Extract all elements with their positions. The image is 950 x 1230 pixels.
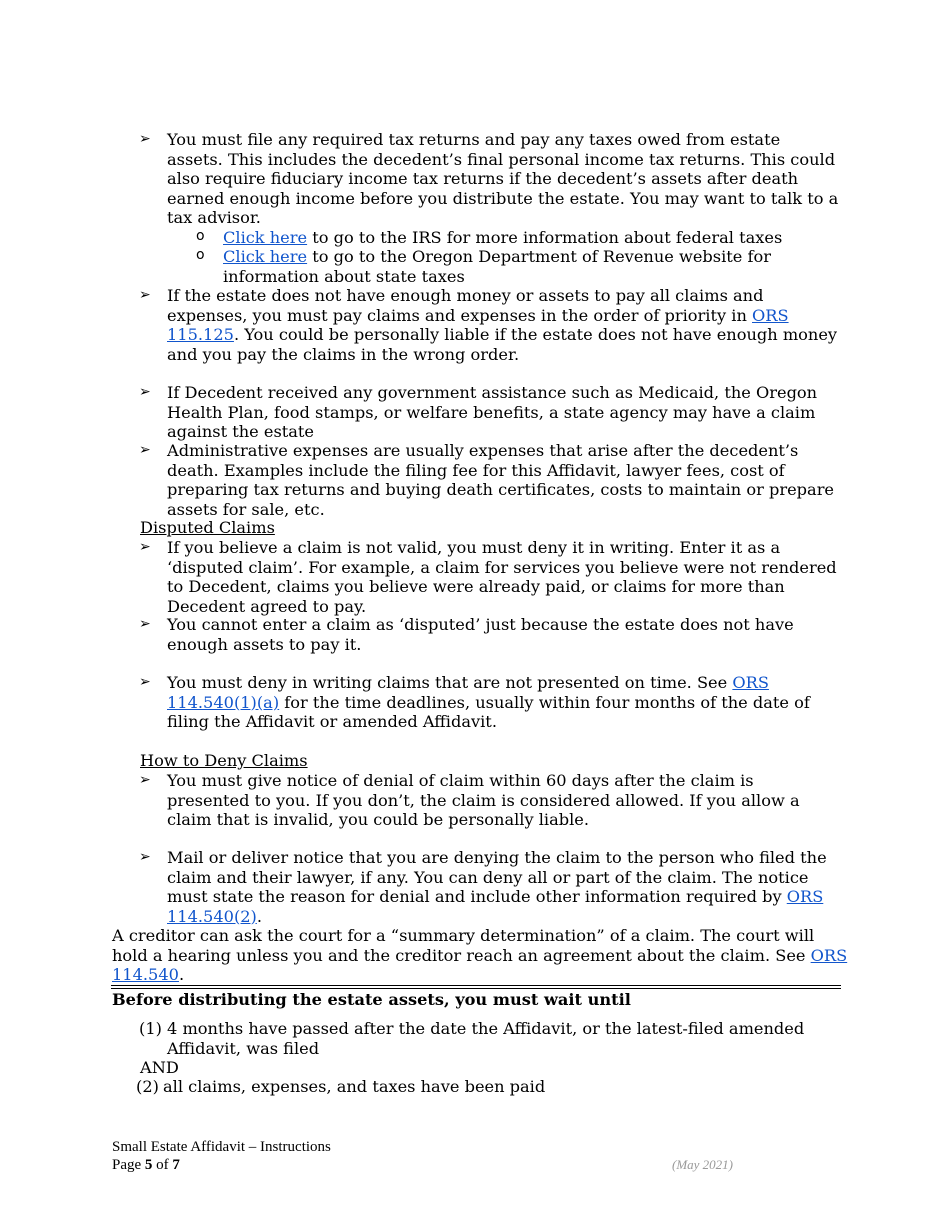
irs-link[interactable]: Click here [223, 227, 308, 247]
arrow-bullet-icon: ➢ [139, 616, 151, 632]
sub-item-text: to go to the IRS for more information about federal taxes [307, 227, 783, 247]
arrow-bullet-icon: ➢ [139, 287, 151, 303]
bullet-text-cont: . You could be personally liable if the estate does not have enough money and you pay the claims in the wrong order. [167, 325, 838, 364]
circle-bullet-icon: o [196, 247, 205, 263]
sub-item-text: to go to the Oregon Department of Revenue website for information about state taxes [223, 247, 771, 286]
arrow-bullet-icon: ➢ [139, 539, 151, 555]
item-number: (1) [139, 1019, 162, 1038]
arrow-bullet-icon: ➢ [139, 384, 151, 400]
arrow-bullet-icon: ➢ [139, 131, 151, 147]
item-text: all claims, expenses, and taxes have been paid [163, 1077, 546, 1096]
bullet-text: If you believe a claim is not valid, you must deny it in writing. Enter it as a ‘disputed claim’. For example, a claim for services you believe were not rendered to Decedent, claims you believe were already paid, or claims for more than Decedent agreed to pay. [167, 538, 837, 616]
bullet-notice-denial [139, 771, 839, 830]
bullet-late-claims [139, 673, 839, 732]
bullet-tax-returns [139, 130, 839, 286]
divider-bottom [111, 988, 841, 989]
page-word: Page [112, 1157, 145, 1173]
wait-item-2 [136, 1077, 836, 1097]
ors-114-540-link[interactable]: ORS 114.540 [112, 945, 848, 984]
footer-page-number [112, 1156, 180, 1174]
disputed-claims-heading: Disputed Claims [140, 518, 275, 537]
arrow-bullet-icon: ➢ [139, 772, 151, 788]
revision-date: (May 2021) [672, 1157, 734, 1172]
bullet-text: If the estate does not have enough money or assets to pay all claims and expenses, you must pay claims and expenses in the order of priority in [167, 286, 764, 325]
ors-114-540-1a-link[interactable]: ORS 114.540(1)(a) [167, 673, 769, 712]
wait-item-1 [139, 1019, 839, 1058]
paragraph-text-cont: . [178, 965, 185, 984]
circle-bullet-icon: o [196, 227, 205, 244]
and-connector: AND [140, 1058, 179, 1077]
divider-top [111, 985, 841, 986]
bullet-text-cont: . [256, 906, 263, 926]
of-word: of [152, 1157, 173, 1173]
how-to-deny-heading: How to Deny Claims [140, 751, 308, 770]
sub-item-irs [196, 228, 839, 248]
bullet-text: You must give notice of denial of claim within 60 days after the claim is presented to you. If you don’t, the claim is considered allowed. If you allow a claim that is invalid, you could be personally liable. [167, 771, 800, 829]
arrow-bullet-icon: ➢ [139, 442, 151, 458]
sub-item-oregon-revenue [196, 247, 839, 286]
item-number: (2) [136, 1077, 159, 1096]
bullet-text: If Decedent received any government assistance such as Medicaid, the Oregon Health Plan, food stamps, or welfare benefits, a state agency may have a claim against the estate [167, 383, 818, 441]
bullet-mail-notice [139, 848, 839, 926]
bullet-text: You cannot enter a claim as ‘disputed’ just because the estate does not have enough assets to pay it. [167, 615, 794, 654]
total-pages: 7 [172, 1157, 180, 1173]
creditor-paragraph [112, 926, 852, 985]
bullet-deny-invalid [139, 538, 839, 616]
ors-114-540-2-link[interactable]: ORS 114.540(2) [167, 887, 824, 926]
bullet-text: You must file any required tax returns and pay any taxes owed from estate assets. This includes the decedent’s final personal income tax returns. This could also require fiduciary income tax returns if the decedent’s assets after death earned enough income before you distribute the estate. You may want to talk to a tax advisor. [167, 130, 839, 227]
bullet-not-disputed [139, 615, 839, 654]
bullet-text: Administrative expenses are usually expenses that arise after the decedent’s death. Examples include the filing fee for this Affidavit, lawyer fees, cost of preparing tax returns and buying death certificates, costs to maintain or prepare assets for sale, etc. [167, 441, 835, 519]
oregon-revenue-link[interactable]: Click here [223, 247, 308, 266]
bullet-government-assistance [139, 383, 839, 442]
bullet-text: Mail or deliver notice that you are denying the claim to the person who filed the claim and their lawyer, if any. You can deny all or part of the claim. The notice must state the reason for denial and include other information required by [167, 848, 827, 906]
bullet-text: You must deny in writing claims that are not presented on time. See [167, 673, 733, 692]
footer-title: Small Estate Affidavit – Instructions [112, 1139, 331, 1155]
wait-heading: Before distributing the estate assets, you must wait until [112, 990, 631, 1009]
arrow-bullet-icon: ➢ [139, 849, 151, 865]
ors-115-125-link[interactable]: ORS 115.125 [167, 305, 789, 344]
paragraph-text: A creditor can ask the court for a “summary determination” of a claim. The court will hold a hearing unless you and the creditor reach an agreement about the claim. See [112, 926, 815, 965]
current-page: 5 [144, 1157, 153, 1173]
bullet-administrative-expenses [139, 441, 839, 519]
bullet-text-cont: for the time deadlines, usually within four months of the date of filing the Affidavit or amended Affidavit. [167, 692, 810, 731]
bullet-priority [139, 286, 839, 364]
item-text: 4 months have passed after the date the Affidavit, or the latest-filed amended Affidavit, was filed [167, 1019, 805, 1058]
arrow-bullet-icon: ➢ [139, 674, 151, 690]
